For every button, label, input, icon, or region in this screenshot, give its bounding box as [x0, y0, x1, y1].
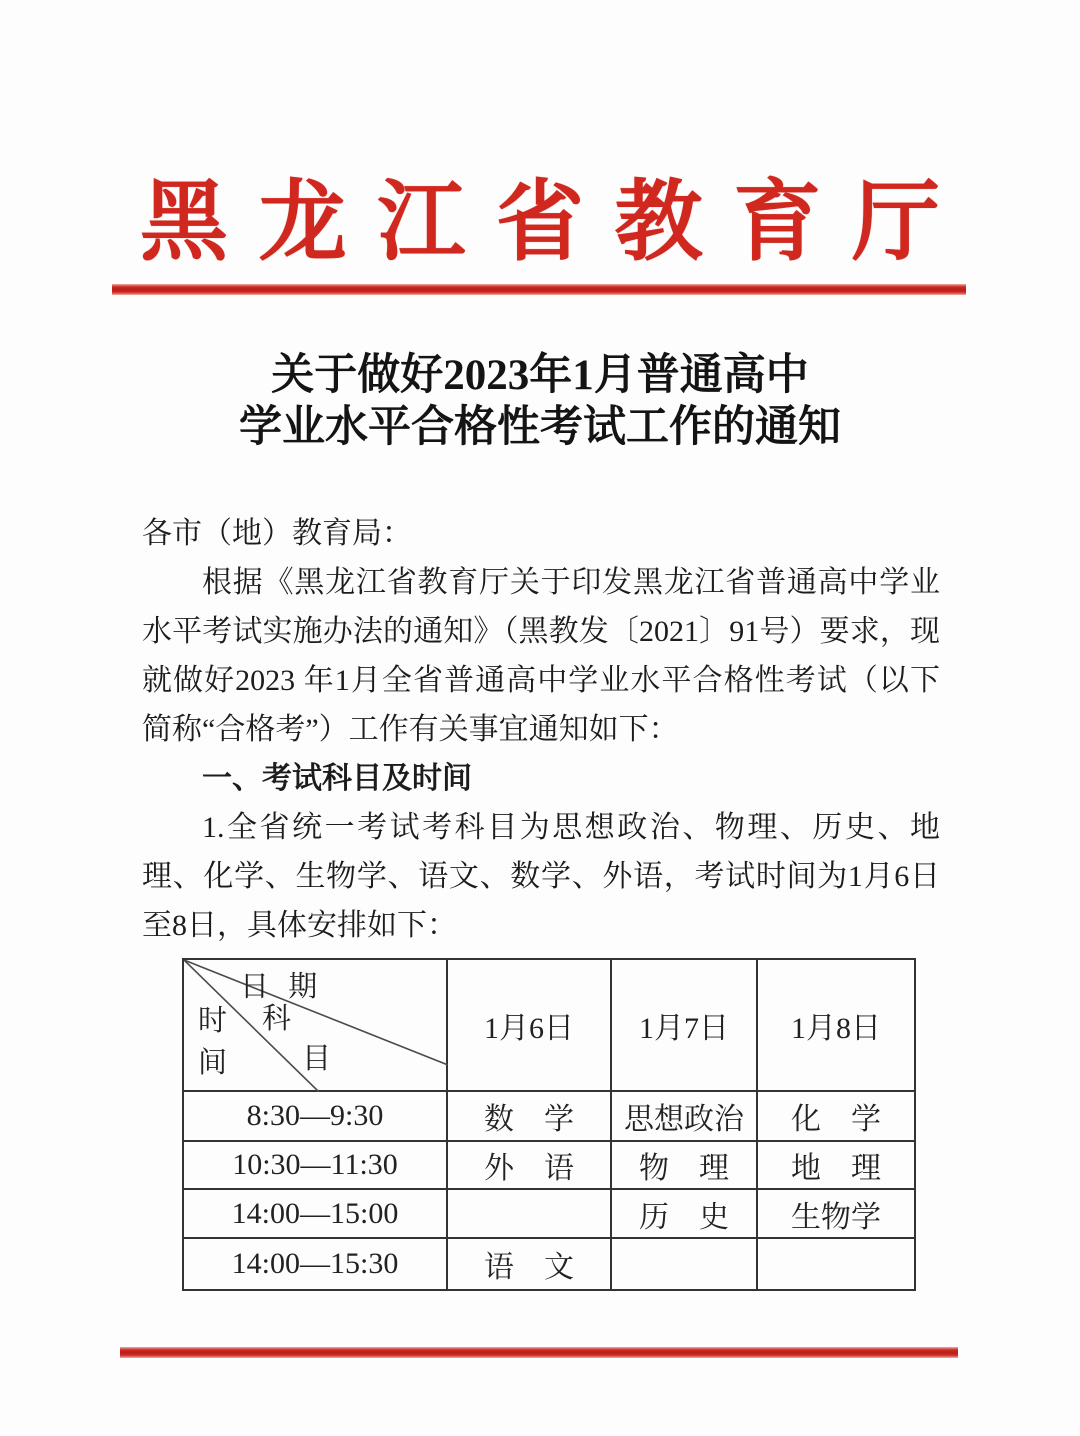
agency-name-char: 教 [614, 175, 703, 272]
corner-time-label: 时 [198, 1005, 228, 1037]
table-corner-cell [184, 960, 448, 1092]
table-cell-jan8-row2: 地 理 [758, 1142, 914, 1190]
column-header-jan8: 1月8日 [758, 960, 914, 1092]
corner-subject-label: 科 [262, 1003, 292, 1035]
agency-name-char: 育 [733, 175, 822, 272]
table-cell-jan8-row4 [758, 1239, 914, 1289]
corner-subject-label: 目 [302, 1043, 332, 1075]
document-title-line1: 关于做好2023年1月普通高中 [271, 352, 809, 399]
column-header-jan7: 1月7日 [612, 960, 758, 1092]
table-cell-jan6-row2: 外 语 [448, 1142, 612, 1190]
exam-schedule-table [182, 958, 916, 1291]
table-cell-jan6-row3 [448, 1190, 612, 1239]
column-header-jan6: 1月6日 [448, 960, 612, 1092]
agency-name-char: 龙 [258, 175, 347, 272]
document-body [142, 509, 940, 950]
document-title [140, 350, 940, 454]
table-cell-jan8-row1: 化 学 [758, 1092, 914, 1142]
table-cell-jan7-row3: 历 史 [612, 1190, 758, 1239]
agency-name-char: 江 [377, 175, 466, 272]
salutation: 各市（地）教育局： [142, 517, 412, 550]
table-cell-jan6-row4: 语 文 [448, 1239, 612, 1289]
table-cell-time-row2: 10:30—11:30 [184, 1142, 448, 1190]
agency-name [140, 175, 940, 272]
corner-time-label: 间 [198, 1047, 228, 1079]
table-cell-time-row4: 14:00—15:30 [184, 1239, 448, 1289]
letterhead-rule [112, 284, 966, 295]
corner-date-label: 日 期 [240, 971, 324, 1003]
table-cell-jan6-row1: 数 学 [448, 1092, 612, 1142]
agency-name-char: 黑 [140, 175, 229, 272]
table-cell-jan7-row4 [612, 1239, 758, 1289]
footer-rule [120, 1347, 958, 1358]
agency-name-char: 省 [495, 175, 584, 272]
section-heading-exam-subjects: 一、考试科目及时间 [202, 762, 472, 795]
table-cell-jan8-row3: 生物学 [758, 1190, 914, 1239]
paragraph-subjects: 1.全省统一考试考科目为思想政治、物理、历史、地理、化学、生物学、语文、数学、外语，考试时间为1月6日至8日，具体安排如下： [142, 811, 940, 942]
table-cell-time-row3: 14:00—15:00 [184, 1190, 448, 1239]
agency-name-char: 厅 [851, 175, 940, 272]
paragraph-basis: 根据《黑龙江省教育厅关于印发黑龙江省普通高中学业水平考试实施办法的通知》（黑教发〔2021〕91号）要求，现就做好2023 年1月全省普通高中学业水平合格性考试（以下简称“合格考”）工作有关事宜通知如下： [142, 566, 940, 746]
table-cell-time-row1: 8:30—9:30 [184, 1092, 448, 1142]
table-cell-jan7-row2: 物 理 [612, 1142, 758, 1190]
table-cell-jan7-row1: 思想政治 [612, 1092, 758, 1142]
document-title-line2: 学业水平合格性考试工作的通知 [239, 404, 841, 451]
